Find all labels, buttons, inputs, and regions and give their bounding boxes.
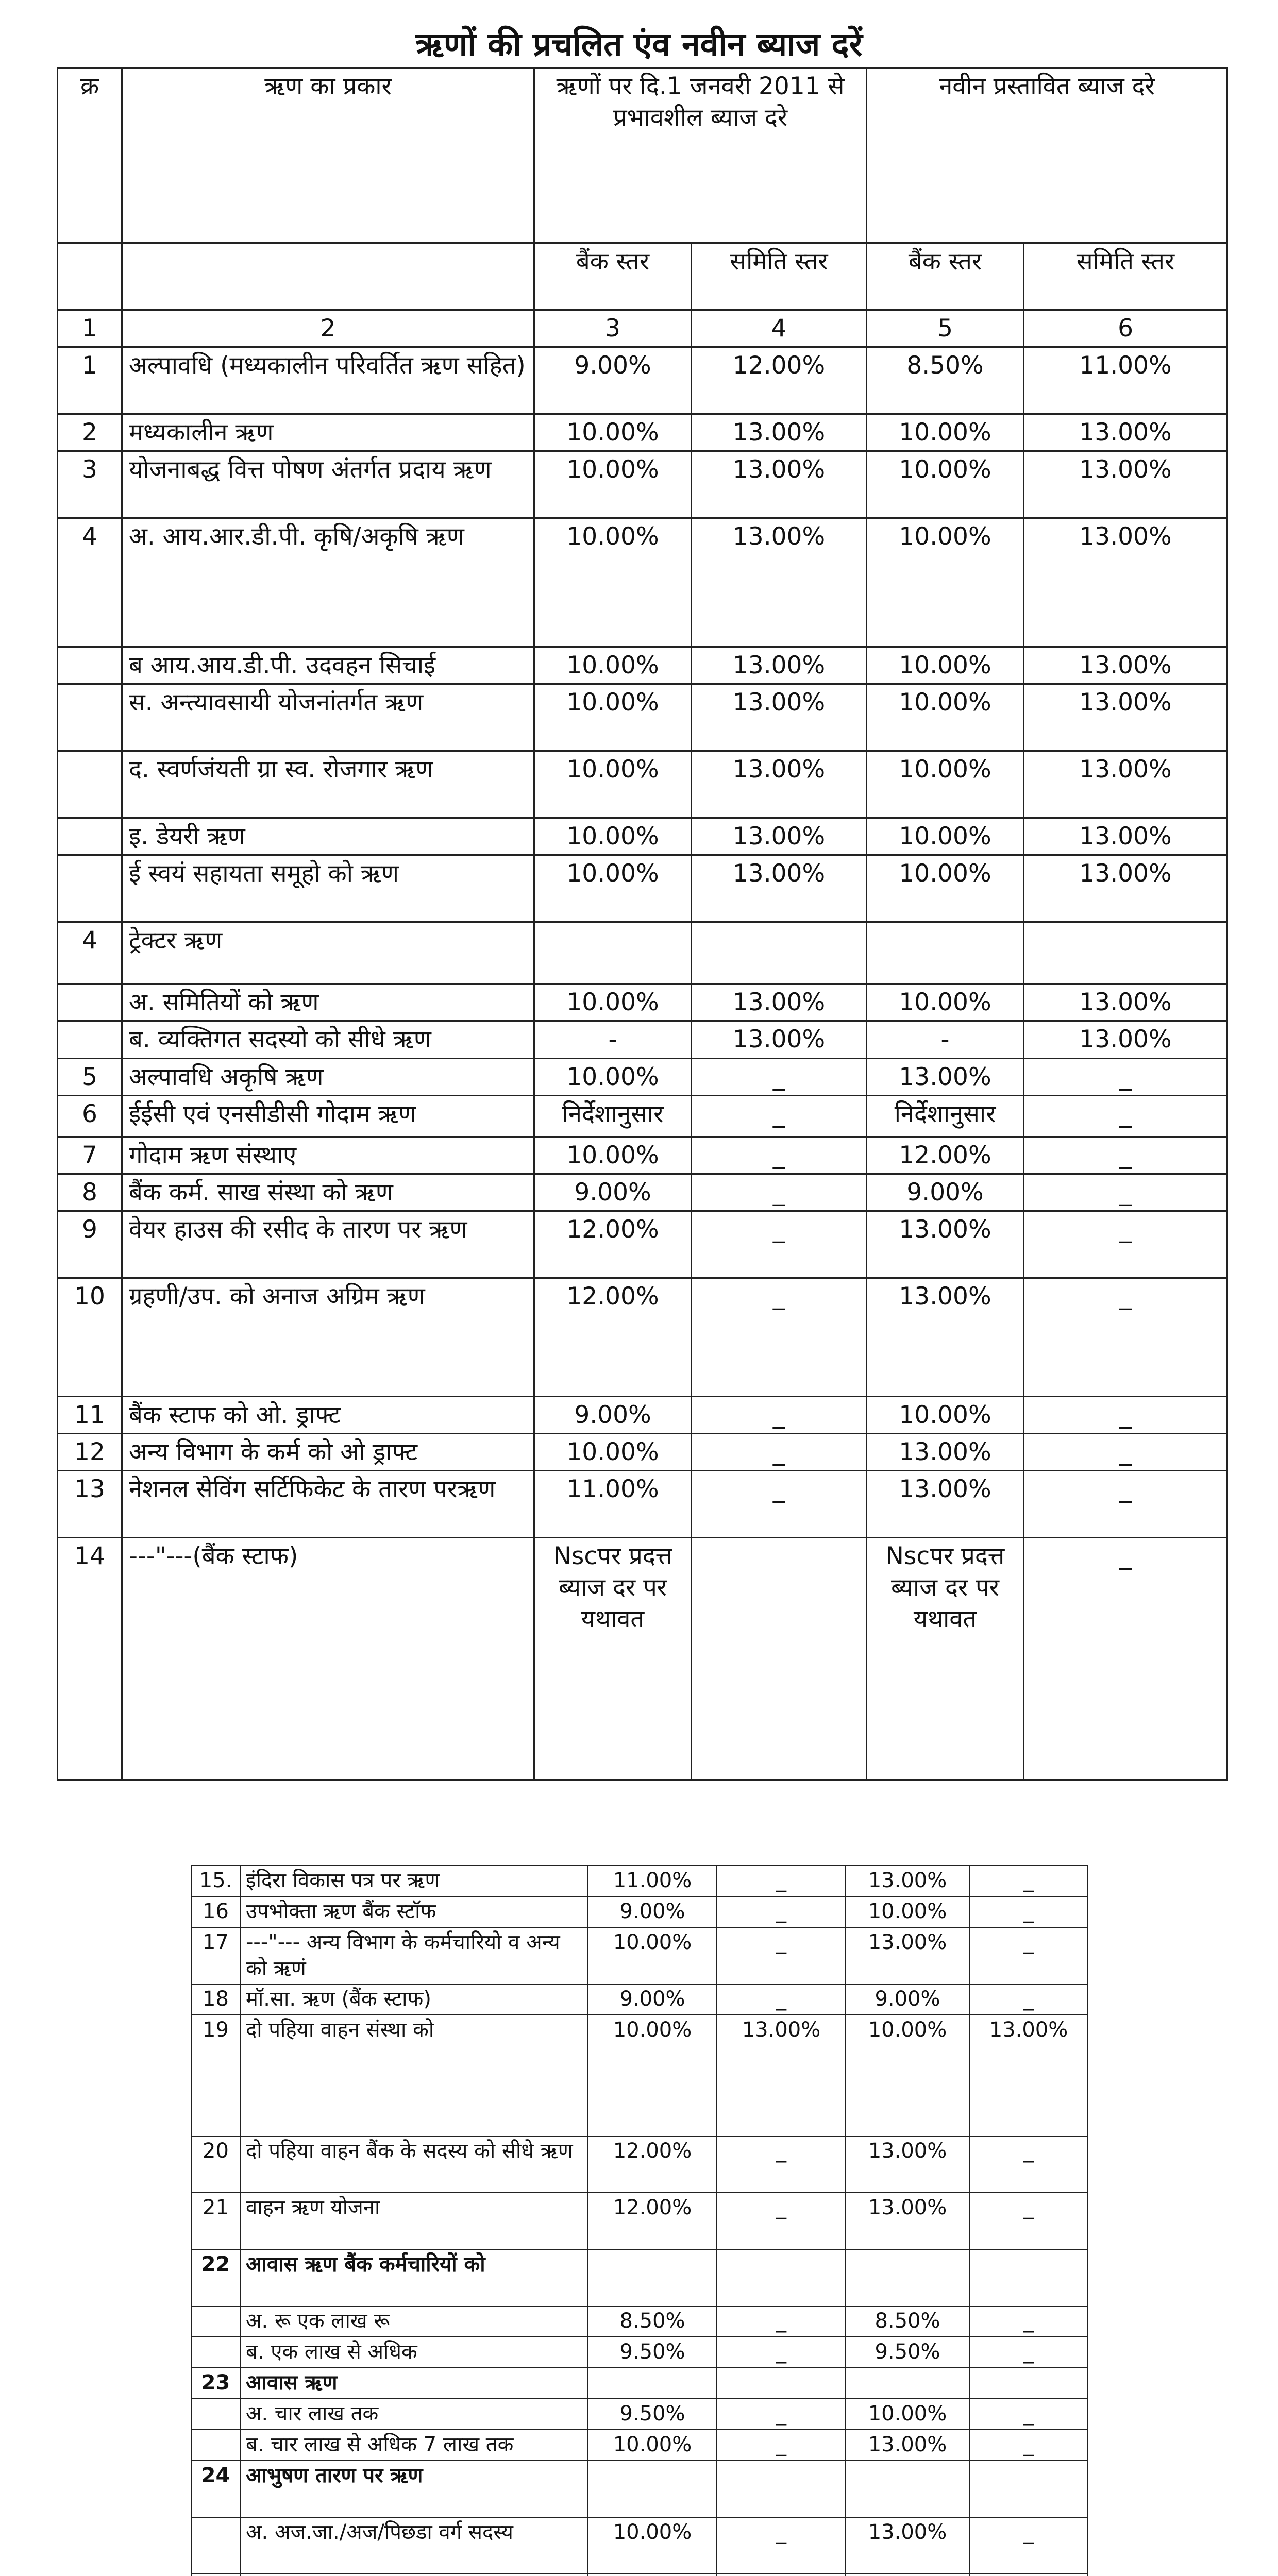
proposed-society-rate: 13.00% [1024, 984, 1227, 1021]
current-society-rate [717, 2249, 846, 2306]
page-title: ऋणों की प्रचलित एंव नवीन ब्याज दरें [415, 26, 863, 64]
proposed-society-rate: _ [969, 2136, 1088, 2193]
current-society-rate: _ [692, 1396, 867, 1433]
proposed-society-rate: _ [969, 2337, 1088, 2368]
col-number: 3 [534, 310, 692, 347]
header-blank [58, 243, 122, 310]
row-number: 14 [58, 1538, 122, 1780]
proposed-bank-rate: 9.00% [867, 1174, 1024, 1211]
row-number: 24 [191, 2461, 240, 2517]
proposed-bank-rate: 10.00% [867, 518, 1024, 647]
proposed-society-rate: _ [1024, 1396, 1227, 1433]
current-bank-rate [534, 922, 692, 984]
row-number: 11 [58, 1396, 122, 1433]
current-bank-rate: 10.00% [534, 855, 692, 922]
proposed-society-rate: 13.00% [1024, 451, 1227, 518]
table-row [58, 1396, 1227, 1433]
loan-type-cell: नेशनल सेविंग सर्टिफिकेट के तारण परऋण [122, 1471, 534, 1538]
proposed-bank-rate: - [867, 1021, 1024, 1058]
row-number [191, 2306, 240, 2337]
proposed-bank-rate [846, 2249, 969, 2306]
loan-type-cell: आवास ऋण [240, 2368, 588, 2399]
loan-type-cell: ई स्वयं सहायता समूहो को ऋण [122, 855, 534, 922]
table-row [58, 518, 1227, 647]
proposed-society-rate: _ [969, 1896, 1088, 1927]
current-bank-rate: 9.00% [534, 1174, 692, 1211]
row-number: 13 [58, 1471, 122, 1538]
proposed-bank-rate: 13.00% [846, 1866, 969, 1896]
proposed-society-rate: _ [969, 2517, 1088, 2574]
loan-type-cell: योजनाबद्ध वित्त पोषण अंतर्गत प्रदाय ऋण [122, 451, 534, 518]
current-society-rate: _ [717, 1927, 846, 1984]
loan-type-cell: आवास ऋण बैंक कर्मचारियों को [240, 2249, 588, 2306]
current-society-rate: 13.00% [692, 984, 867, 1021]
col-number: 6 [1024, 310, 1227, 347]
loan-type-cell: आभुषण तारण पर ऋण [240, 2461, 588, 2517]
proposed-society-rate: 13.00% [1024, 751, 1227, 818]
rates-table-page-two [191, 1865, 1088, 2576]
loan-type-cell: अ. रू एक लाख रू [240, 2306, 588, 2337]
table-row [58, 414, 1227, 451]
current-bank-rate [588, 2249, 717, 2306]
table-row [191, 1896, 1088, 1927]
loan-type-cell: ट्रेक्टर ऋण [122, 922, 534, 984]
proposed-bank-rate: 10.00% [867, 684, 1024, 751]
proposed-society-rate: _ [969, 2306, 1088, 2337]
row-number: 5 [58, 1058, 122, 1095]
table-row [191, 2430, 1088, 2461]
header-proposed-rates: नवीन प्रस्तावित ब्याज दरे [867, 68, 1227, 243]
current-society-rate: _ [717, 1896, 846, 1927]
row-number: 8 [58, 1174, 122, 1211]
current-bank-rate: 9.00% [534, 347, 692, 414]
loan-type-cell: अ. समितियों को ऋण [122, 984, 534, 1021]
table-row [58, 647, 1227, 684]
proposed-society-rate: 13.00% [1024, 414, 1227, 451]
table-row [58, 922, 1227, 984]
row-number: 2 [58, 414, 122, 451]
current-bank-rate: 11.00% [534, 1471, 692, 1538]
row-number: 19 [191, 2015, 240, 2136]
loan-type-cell: ग्रहणी/उप. को अनाज अग्रिम ऋण [122, 1278, 534, 1396]
current-society-rate [692, 1538, 867, 1780]
proposed-bank-rate: 13.00% [867, 1278, 1024, 1396]
current-bank-rate: 10.00% [534, 1058, 692, 1095]
row-number [58, 684, 122, 751]
row-number: 10 [58, 1278, 122, 1396]
header-bank-level: बैंक स्तर [534, 243, 692, 310]
current-society-rate [717, 2368, 846, 2399]
current-society-rate: 13.00% [717, 2015, 846, 2136]
row-number [58, 984, 122, 1021]
loan-type-cell: मध्यकालीन ऋण [122, 414, 534, 451]
current-society-rate: 13.00% [692, 414, 867, 451]
proposed-society-rate: _ [969, 2193, 1088, 2249]
current-bank-rate: 12.00% [534, 1211, 692, 1278]
loan-type-cell: बैंक कर्म. साख संस्था को ऋण [122, 1174, 534, 1211]
table-body [191, 1866, 1088, 2576]
current-bank-rate: 10.00% [534, 451, 692, 518]
proposed-bank-rate: 10.00% [867, 751, 1024, 818]
current-society-rate: _ [717, 1984, 846, 2015]
table-row [191, 2136, 1088, 2193]
proposed-society-rate: _ [969, 1927, 1088, 1984]
proposed-society-rate [969, 2461, 1088, 2517]
current-society-rate: _ [717, 2136, 846, 2193]
row-number [191, 2574, 240, 2576]
table-row [58, 1021, 1227, 1058]
current-bank-rate: 9.50% [588, 2337, 717, 2368]
loan-type-cell [240, 2574, 588, 2576]
proposed-bank-rate: 10.00% [846, 2015, 969, 2136]
loan-type-cell: अल्पावधि अकृषि ऋण [122, 1058, 534, 1095]
current-bank-rate: 10.00% [534, 984, 692, 1021]
current-bank-rate: 10.00% [534, 818, 692, 855]
current-society-rate: 13.00% [692, 1021, 867, 1058]
row-number [191, 2337, 240, 2368]
loan-type-cell: मॉ.सा. ऋण (बैंक स्टाफ) [240, 1984, 588, 2015]
table-row [58, 684, 1227, 751]
current-society-rate: 13.00% [692, 684, 867, 751]
row-number [58, 647, 122, 684]
loan-type-cell: वेयर हाउस की रसीद के तारण पर ऋण [122, 1211, 534, 1278]
table-row [58, 1433, 1227, 1470]
row-number: 16 [191, 1896, 240, 1927]
proposed-society-rate: 13.00% [1024, 855, 1227, 922]
proposed-bank-rate [846, 2368, 969, 2399]
current-society-rate: _ [717, 2430, 846, 2461]
proposed-society-rate: _ [969, 1984, 1088, 2015]
col-number: 5 [867, 310, 1024, 347]
current-society-rate: _ [692, 1058, 867, 1095]
row-number: 17 [191, 1927, 240, 1984]
proposed-bank-rate: 10.00% [867, 414, 1024, 451]
loan-type-cell: ---"--- अन्य विभाग के कर्मचारियो व अन्य को ऋणं [240, 1927, 588, 1984]
current-bank-rate: 9.00% [534, 1396, 692, 1433]
table-row [191, 1866, 1088, 1896]
proposed-society-rate: _ [1024, 1433, 1227, 1470]
current-society-rate: 13.00% [692, 855, 867, 922]
current-bank-rate: Nscपर प्रदत्त ब्याज दर पर यथावत [534, 1538, 692, 1780]
current-bank-rate: 10.00% [588, 1927, 717, 1984]
current-bank-rate: 12.00% [534, 1278, 692, 1396]
proposed-society-rate: _ [1024, 1095, 1227, 1137]
row-number: 4 [58, 518, 122, 647]
current-society-rate: _ [717, 2306, 846, 2337]
current-society-rate: _ [692, 1095, 867, 1137]
proposed-bank-rate: 8.50% [846, 2306, 969, 2337]
current-bank-rate: 10.00% [588, 2015, 717, 2136]
current-society-rate: _ [692, 1174, 867, 1211]
table-row [58, 451, 1227, 518]
current-bank-rate: 12.00% [588, 2193, 717, 2249]
current-society-rate [717, 2574, 846, 2576]
current-society-rate: _ [717, 2517, 846, 2574]
current-society-rate: 13.00% [692, 751, 867, 818]
proposed-bank-rate: 10.00% [846, 2399, 969, 2430]
header-serial: क्र [58, 68, 122, 243]
proposed-bank-rate: 10.00% [867, 647, 1024, 684]
row-number [58, 818, 122, 855]
current-bank-rate: - [534, 1021, 692, 1058]
proposed-bank-rate: 9.50% [846, 2337, 969, 2368]
proposed-bank-rate: 13.00% [867, 1211, 1024, 1278]
row-number [191, 2399, 240, 2430]
proposed-society-rate: _ [1024, 1058, 1227, 1095]
table-row [191, 1927, 1088, 1984]
current-society-rate: _ [692, 1211, 867, 1278]
proposed-society-rate [969, 2368, 1088, 2399]
proposed-bank-rate [846, 2461, 969, 2517]
current-bank-rate: 8.50% [588, 2306, 717, 2337]
proposed-bank-rate: 13.00% [846, 2517, 969, 2574]
rates-table-page-one [57, 67, 1228, 1781]
proposed-bank-rate: 10.00% [867, 855, 1024, 922]
proposed-bank-rate: 13.00% [846, 1927, 969, 1984]
loan-type-cell: बैंक स्टाफ को ओ. ड्राफ्ट [122, 1396, 534, 1433]
proposed-bank-rate: निर्देशानुसार [867, 1095, 1024, 1137]
proposed-society-rate: 13.00% [1024, 518, 1227, 647]
table-row [191, 2399, 1088, 2430]
loan-type-cell: गोदाम ऋण संस्थाए [122, 1137, 534, 1174]
proposed-bank-rate: 12.00% [867, 1137, 1024, 1174]
current-society-rate: 12.00% [692, 347, 867, 414]
table-row [191, 2306, 1088, 2337]
row-number [58, 751, 122, 818]
current-society-rate: _ [717, 1866, 846, 1896]
row-number: 9 [58, 1211, 122, 1278]
col-number: 2 [122, 310, 534, 347]
proposed-society-rate: _ [1024, 1471, 1227, 1538]
header-current-rates: ऋणों पर दि.1 जनवरी 2011 से प्रभावशील ब्याज दरे [534, 68, 867, 243]
proposed-society-rate: 13.00% [1024, 647, 1227, 684]
row-number: 4 [58, 922, 122, 984]
proposed-society-rate: 13.00% [969, 2015, 1088, 2136]
proposed-society-rate [969, 2574, 1088, 2576]
col-number: 4 [692, 310, 867, 347]
current-bank-rate: 9.00% [588, 1896, 717, 1927]
table-row [58, 1058, 1227, 1095]
table-row [191, 2461, 1088, 2517]
loan-type-cell: दो पहिया वाहन बैंक के सदस्य को सीधे ऋण [240, 2136, 588, 2193]
current-society-rate: _ [692, 1137, 867, 1174]
table-row [191, 2337, 1088, 2368]
proposed-society-rate: _ [969, 2430, 1088, 2461]
row-number [191, 2517, 240, 2574]
current-society-rate: _ [692, 1278, 867, 1396]
row-number: 6 [58, 1095, 122, 1137]
row-number: 22 [191, 2249, 240, 2306]
proposed-bank-rate: 10.00% [867, 451, 1024, 518]
proposed-bank-rate: Nscपर प्रदत्त ब्याज दर पर यथावत [867, 1538, 1024, 1780]
current-society-rate: _ [692, 1433, 867, 1470]
proposed-bank-rate: 10.00% [867, 818, 1024, 855]
loan-type-cell: इंदिरा विकास पत्र पर ऋण [240, 1866, 588, 1896]
proposed-bank-rate: 13.00% [867, 1058, 1024, 1095]
current-bank-rate: 10.00% [588, 2430, 717, 2461]
table-row [58, 1174, 1227, 1211]
current-bank-rate: 10.00% [588, 2517, 717, 2574]
loan-type-cell: ब. एक लाख से अधिक [240, 2337, 588, 2368]
proposed-society-rate: _ [1024, 1174, 1227, 1211]
table-row [58, 1137, 1227, 1174]
proposed-society-rate: 13.00% [1024, 818, 1227, 855]
row-number: 12 [58, 1433, 122, 1470]
table-row [58, 1471, 1227, 1538]
loan-type-cell: ईईसी एवं एनसीडीसी गोदाम ऋण [122, 1095, 534, 1137]
current-society-rate: 13.00% [692, 518, 867, 647]
loan-type-cell: अल्पावधि (मध्यकालीन परिवर्तित ऋण सहित) [122, 347, 534, 414]
loan-type-cell: अन्य विभाग के कर्म को ओ ड्राफ्ट [122, 1433, 534, 1470]
table-row [58, 1095, 1227, 1137]
loan-type-cell: अ. आय.आर.डी.पी. कृषि/अकृषि ऋण [122, 518, 534, 647]
header-bank-level: बैंक स्तर [867, 243, 1024, 310]
loan-type-cell: अ. अज.जा./अज/पिछडा वर्ग सदस्य [240, 2517, 588, 2574]
loan-type-cell: उपभोक्ता ऋण बैंक स्टॉफ [240, 1896, 588, 1927]
proposed-society-rate: _ [1024, 1137, 1227, 1174]
current-society-rate: _ [717, 2337, 846, 2368]
header-blank [122, 243, 534, 310]
current-bank-rate [588, 2574, 717, 2576]
table-row [58, 1538, 1227, 1780]
current-bank-rate [588, 2368, 717, 2399]
row-number: 3 [58, 451, 122, 518]
row-number: 7 [58, 1137, 122, 1174]
table-row [58, 1211, 1227, 1278]
table-row [191, 2574, 1088, 2576]
current-society-rate: _ [717, 2193, 846, 2249]
row-number: 21 [191, 2193, 240, 2249]
current-society-rate [692, 922, 867, 984]
proposed-bank-rate: 10.00% [867, 984, 1024, 1021]
row-number: 15. [191, 1866, 240, 1896]
current-society-rate: 13.00% [692, 451, 867, 518]
current-bank-rate: 10.00% [534, 751, 692, 818]
table-row [191, 2249, 1088, 2306]
row-number [58, 855, 122, 922]
table-row [58, 1278, 1227, 1396]
loan-type-cell: द. स्वर्णजंयती ग्रा स्व. रोजगार ऋण [122, 751, 534, 818]
proposed-society-rate: _ [1024, 1538, 1227, 1780]
proposed-society-rate: 11.00% [1024, 347, 1227, 414]
proposed-bank-rate: 10.00% [867, 1396, 1024, 1433]
proposed-bank-rate: 10.00% [846, 1896, 969, 1927]
proposed-society-rate [969, 2249, 1088, 2306]
table-row [58, 855, 1227, 922]
row-number: 23 [191, 2368, 240, 2399]
current-society-rate: _ [692, 1471, 867, 1538]
current-bank-rate: 12.00% [588, 2136, 717, 2193]
loan-type-cell: स. अन्त्यावसायी योजनांतर्गत ऋण [122, 684, 534, 751]
current-society-rate: 13.00% [692, 647, 867, 684]
current-society-rate: 13.00% [692, 818, 867, 855]
current-society-rate [717, 2461, 846, 2517]
table-row [191, 2015, 1088, 2136]
proposed-society-rate: _ [1024, 1278, 1227, 1396]
loan-type-cell: ---"---(बैंक स्टाफ) [122, 1538, 534, 1780]
row-number [58, 1021, 122, 1058]
table-row [58, 347, 1227, 414]
proposed-society-rate: 13.00% [1024, 1021, 1227, 1058]
proposed-society-rate: _ [969, 2399, 1088, 2430]
row-number: 20 [191, 2136, 240, 2193]
proposed-bank-rate: 9.00% [846, 1984, 969, 2015]
loan-type-cell: अ. चार लाख तक [240, 2399, 588, 2430]
proposed-bank-rate: 13.00% [846, 2136, 969, 2193]
current-bank-rate: 10.00% [534, 1433, 692, 1470]
table-row [58, 818, 1227, 855]
header-society-level: समिति स्तर [692, 243, 867, 310]
proposed-bank-rate: 8.50% [867, 347, 1024, 414]
proposed-society-rate [1024, 922, 1227, 984]
table-row [191, 2517, 1088, 2574]
current-bank-rate: 10.00% [534, 1137, 692, 1174]
proposed-bank-rate: 13.00% [867, 1471, 1024, 1538]
current-bank-rate: निर्देशानुसार [534, 1095, 692, 1137]
current-bank-rate: 9.50% [588, 2399, 717, 2430]
current-bank-rate: 10.00% [534, 414, 692, 451]
header-loan-type: ऋण का प्रकार [122, 68, 534, 243]
table-row [191, 2368, 1088, 2399]
table-row [58, 984, 1227, 1021]
proposed-bank-rate: 13.00% [846, 2193, 969, 2249]
loan-type-cell: ब. चार लाख से अधिक 7 लाख तक [240, 2430, 588, 2461]
col-number: 1 [58, 310, 122, 347]
current-bank-rate: 9.00% [588, 1984, 717, 2015]
row-number: 1 [58, 347, 122, 414]
proposed-society-rate: _ [1024, 1211, 1227, 1278]
table-body [58, 347, 1227, 1780]
proposed-bank-rate: 13.00% [846, 2430, 969, 2461]
loan-type-cell: वाहन ऋण योजना [240, 2193, 588, 2249]
current-bank-rate: 10.00% [534, 684, 692, 751]
current-bank-rate [588, 2461, 717, 2517]
proposed-bank-rate: 13.00% [867, 1433, 1024, 1470]
proposed-society-rate: _ [969, 1866, 1088, 1896]
current-bank-rate: 11.00% [588, 1866, 717, 1896]
loan-type-cell: इ. डेयरी ऋण [122, 818, 534, 855]
proposed-society-rate: 13.00% [1024, 684, 1227, 751]
loan-type-cell: ब. व्यक्तिगत सदस्यो को सीधे ऋण [122, 1021, 534, 1058]
row-number [191, 2430, 240, 2461]
loan-type-cell: ब आय.आय.डी.पी. उदवहन सिचाई [122, 647, 534, 684]
current-bank-rate: 10.00% [534, 518, 692, 647]
header-society-level: समिति स्तर [1024, 243, 1227, 310]
proposed-bank-rate [867, 922, 1024, 984]
table-row [191, 1984, 1088, 2015]
proposed-bank-rate [846, 2574, 969, 2576]
loan-type-cell: दो पहिया वाहन संस्था को [240, 2015, 588, 2136]
table-row [191, 2193, 1088, 2249]
current-society-rate: _ [717, 2399, 846, 2430]
row-number: 18 [191, 1984, 240, 2015]
current-bank-rate: 10.00% [534, 647, 692, 684]
table-row [58, 751, 1227, 818]
